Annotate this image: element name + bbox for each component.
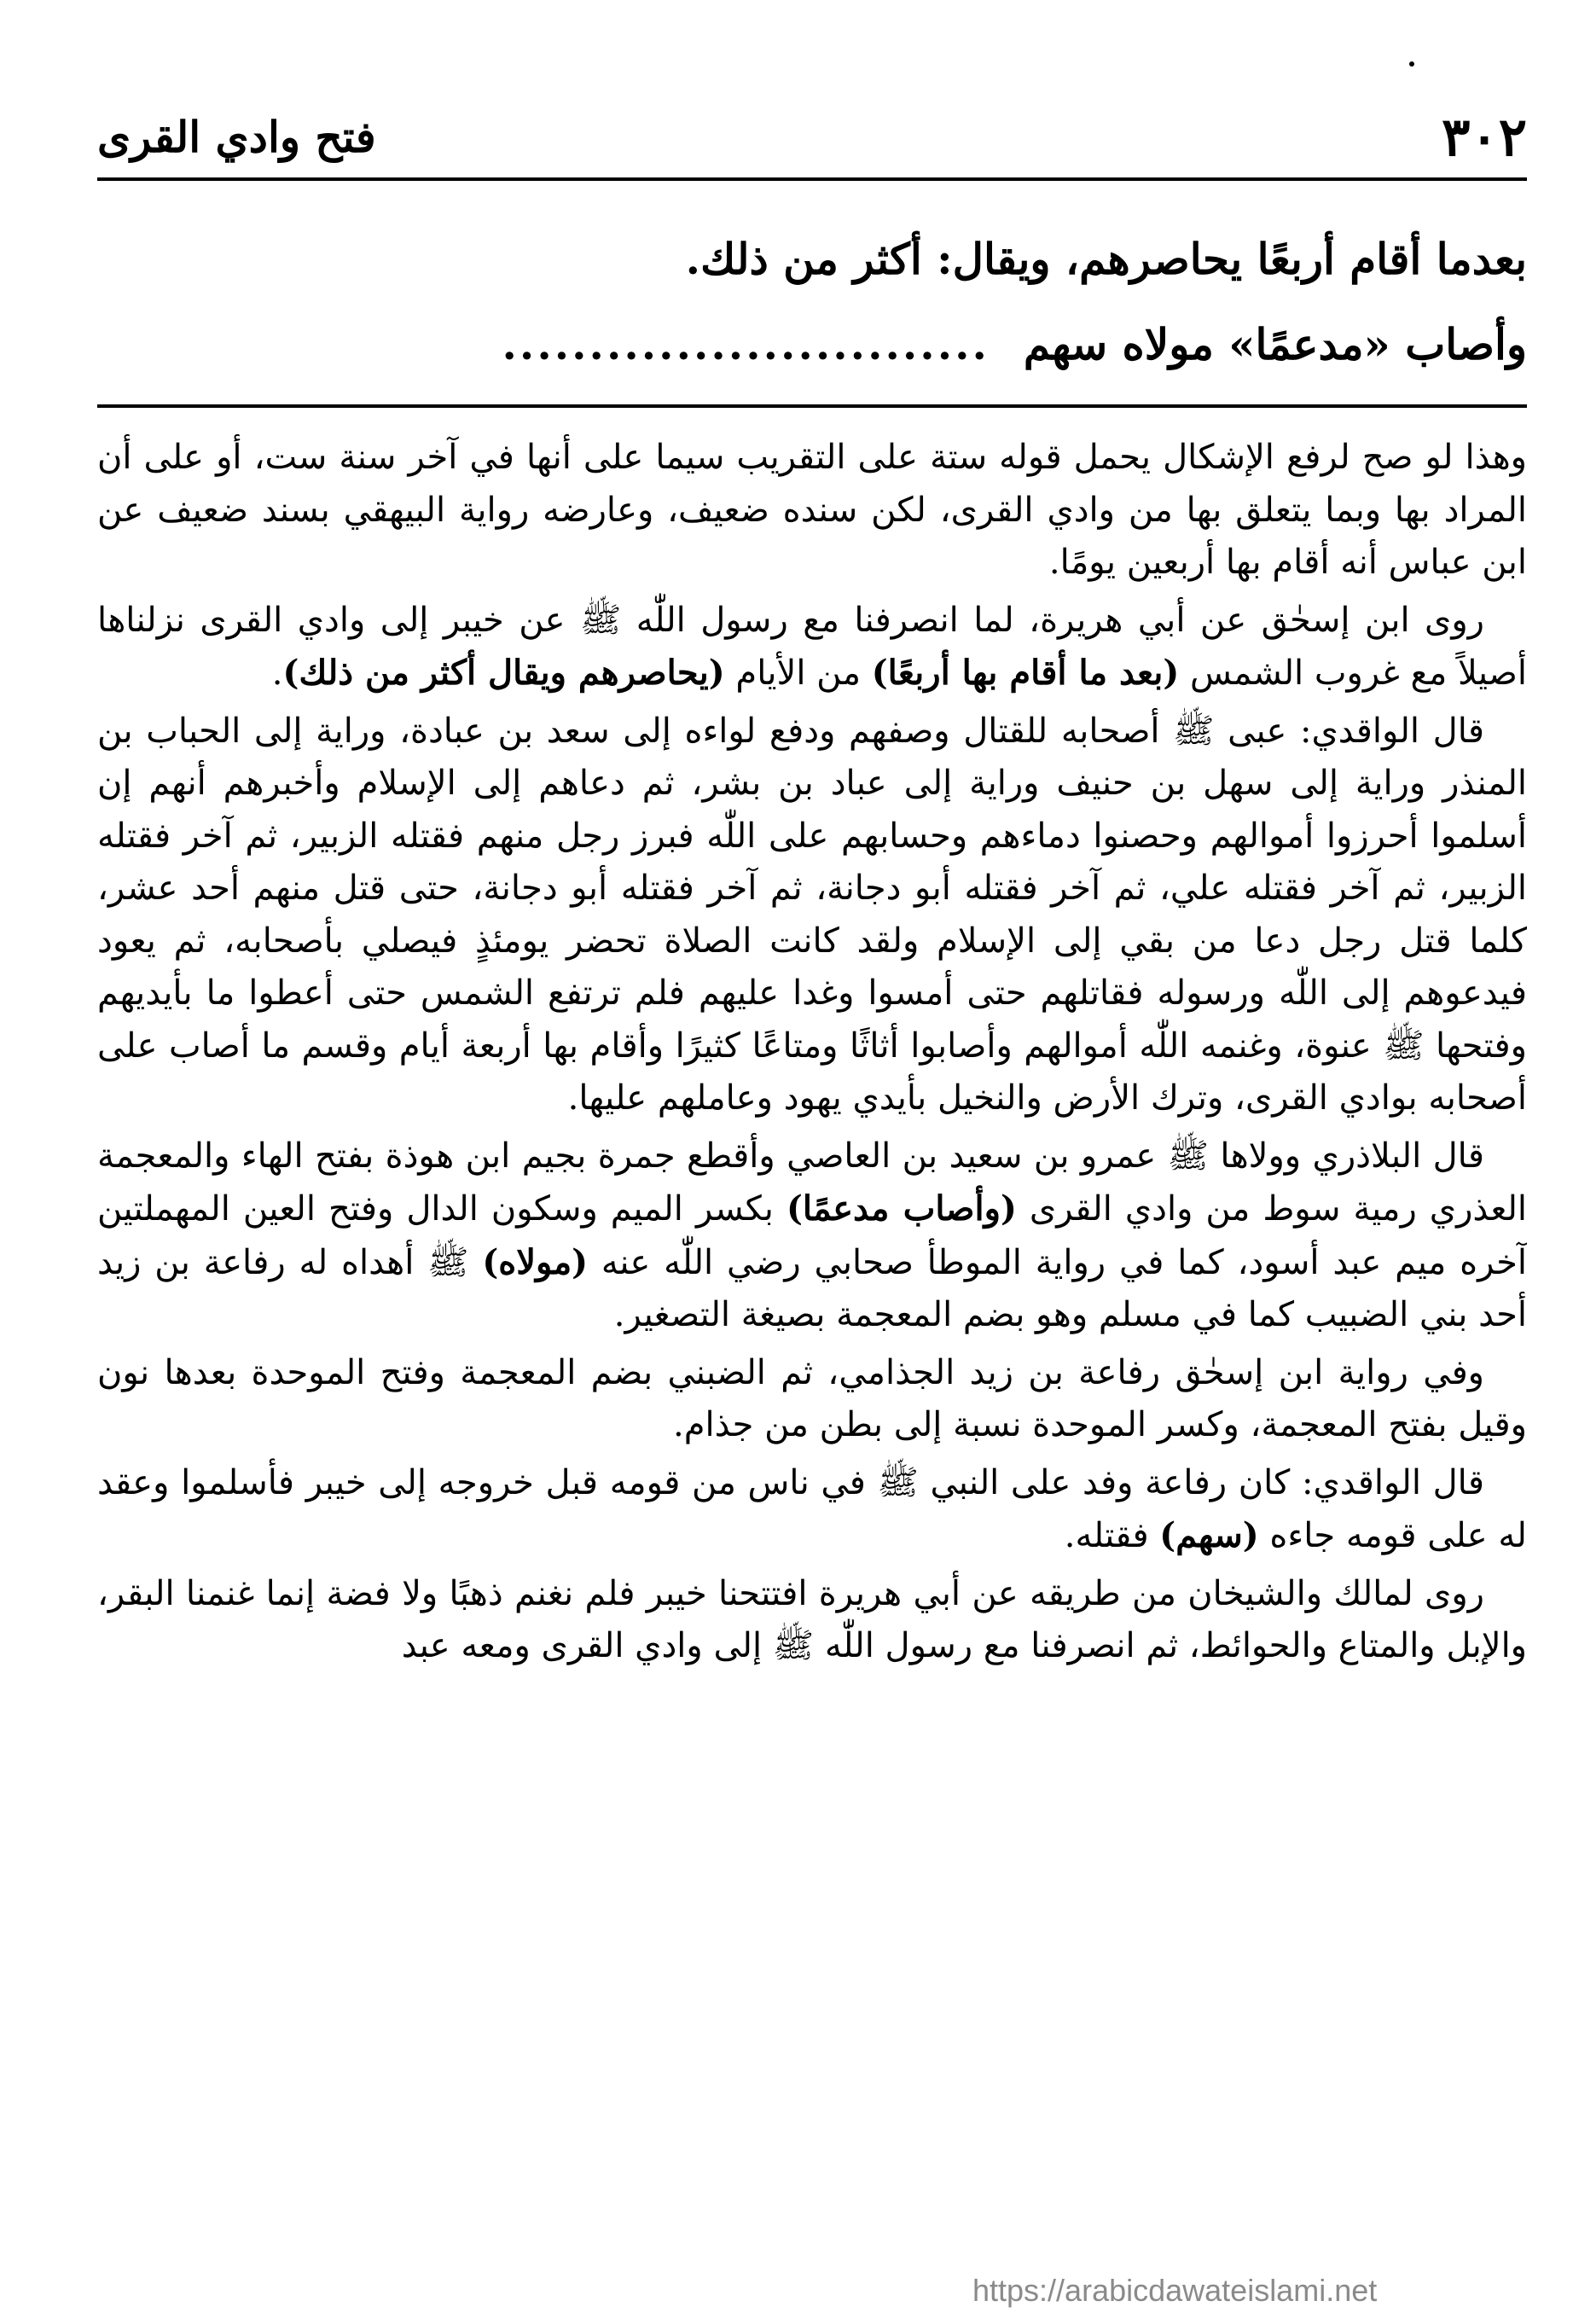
matn-divider-rule (97, 404, 1527, 408)
paragraph (97, 595, 1527, 700)
quoted-matn: (سهم) (1159, 1515, 1259, 1555)
page-header (97, 94, 1527, 179)
matn-line-2 (97, 302, 1527, 387)
paragraph: قال الواقدي: عبى ﷺ أصحابه للقتال وصفهم ودفع لواءه إلى سعد بن عبادة، وراية إلى الحباب بن المنذر وراية إلى سهل بن حنيف وراية إلى عباد بن بشر، ثم دعاهم إلى الإسلام وأخبرهم أنهم إن أسلموا أحرزوا أموالهم وحصنوا دماءهم وحسابهم على اللّٰه فبرز رجل منهم فقتله الزبير، ثم آخر فقتله الزبير، ثم آخر فقتله علي، ثم آخر فقتله أبو دجانة، ثم آخر فقتله أبو دجانة، حتى قتل منهم أحد عشر، كلما قتل رجل دعا من بقي إلى الإسلام ولقد كانت الصلاة تحضر يومئذٍ فيصلي بأصحابه، ثم يعود فيدعوهم إلى اللّٰه ورسوله فقاتلهم حتى أمسوا وغدا عليهم فلم ترتفع الشمس حتى أعطوا ما بأيديهم وفتحها ﷺ عنوة، وغنمه اللّٰه أموالهم وأصابوا أثاثًا ومتاعًا كثيرًا وأقام بها أربعة أيام وقسم ما أصاب على أصحابه بوادي القرى، وترك الأرض والنخيل بأيدي يهود وعاملهم عليها. (97, 711, 1527, 1118)
running-title: فتح وادي القرى (97, 111, 376, 162)
ink-speck (1409, 61, 1414, 67)
paragraph: وهذا لو صح لرفع الإشكال يحمل قوله ستة على التقريب سيما على أنها في آخر سنة ست، أو على أن المراد بها وبما يتعلق بها من وادي القرى، لكن سنده ضعيف، وعارضه رواية البيهقي بسند ضعيف عن ابن عباس أنه أقام بها أربعين يومًا. (97, 438, 1527, 582)
matn-line-2-text: وأصاب «مدعمًا» مولاه سهم (1023, 319, 1527, 369)
quoted-matn: (بعد ما أقام بها أربعًا) (871, 653, 1180, 693)
commentary-body (97, 432, 1527, 2257)
header-rule (97, 177, 1527, 181)
paragraph (97, 1457, 1527, 1563)
quoted-matn: (مولاه) (482, 1241, 589, 1282)
paragraph (97, 1130, 1527, 1342)
text-run: روى ابن إسحٰق عن أبي هريرة، لما انصرفنا مع رسول اللّٰه ﷺ عن خيبر إلى وادي القرى نزلناها أصيلاً مع غروب الشمس (97, 600, 1527, 693)
text-run: ﷺ أهداه له رفاعة بن زيد أحد بني الضبيب كما في مسلم وهو بضم المعجمة بصيغة التصغير. (97, 1242, 1527, 1334)
text-run: . (271, 654, 283, 693)
text-run: بكسر الميم وسكون الدال وفتح العين المهملتين آخره ميم عبد أسود، كما في رواية الموطأ صحابي رضي اللّٰه عنه (97, 1189, 1527, 1282)
matn-continuation-dots: ............................ (502, 319, 990, 369)
text-run: قال الواقدي: كان رفاعة وفد على النبي ﷺ في ناس من قومه قبل خروجه إلى خيبر فأسلموا وعقد له على قومه جاءه (97, 1462, 1527, 1555)
watermark-url: https://arabicdawateislami.net (972, 2273, 1378, 2308)
paragraph: وفي رواية ابن إسحٰق رفاعة بن زيد الجذامي، ثم الضبني بضم المعجمة وفتح الموحدة بعدها نون وقيل بفتح المعجمة، وكسر الموحدة نسبة إلى بطن من جذام. (97, 1352, 1527, 1444)
text-run: فقتله. (1064, 1516, 1160, 1555)
text-run: قال البلاذري وولاها ﷺ عمرو بن سعيد بن العاصي وأقطع جمرة بجيم ابن هوذة بفتح الهاء والمعجمة العذري رمية سوط من وادي القرى (97, 1136, 1527, 1229)
page-number: ٣٠٢ (1442, 105, 1527, 168)
matn-block (97, 217, 1527, 387)
text-run: من الأيام (724, 654, 872, 693)
quoted-matn: (يحاصرهم ويقال أكثر من ذلك) (282, 653, 725, 693)
quoted-matn: (وأصاب مدعمًا) (786, 1188, 1017, 1229)
paragraph: روى لمالك والشيخان من طريقه عن أبي هريرة افتتحنا خيبر فلم نغنم ذهبًا ولا فضة إنما غنمنا البقر، والإبل والمتاع والحوائط، ثم انصرفنا مع رسول اللّٰه ﷺ إلى وادي القرى ومعه عبد (97, 1573, 1527, 1665)
matn-line-1: بعدما أقام أربعًا يحاصرهم، ويقال: أكثر من ذلك. (685, 234, 1527, 284)
